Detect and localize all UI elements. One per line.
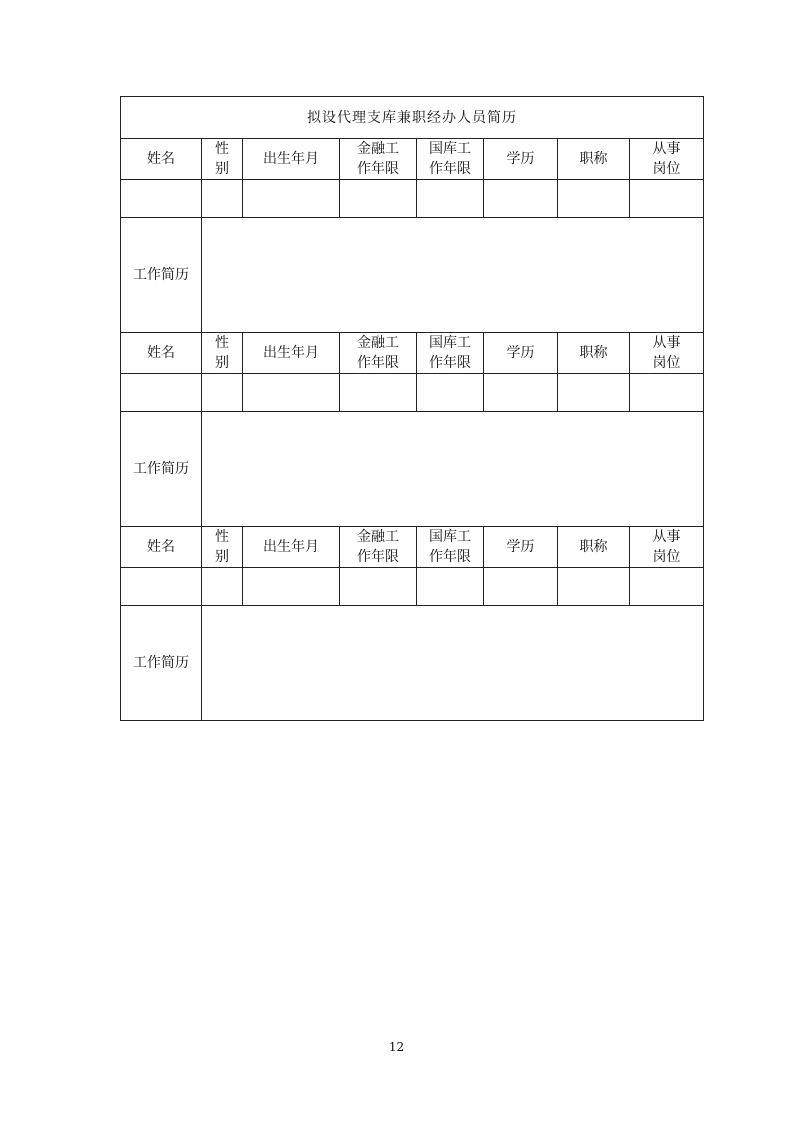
header-name: 姓名 <box>121 333 202 374</box>
resume-content-cell[interactable] <box>202 412 704 527</box>
cell-name[interactable] <box>121 180 202 218</box>
header-education: 学历 <box>484 333 558 374</box>
cell-finance-years[interactable] <box>340 180 417 218</box>
header-birth: 出生年月 <box>243 527 340 568</box>
resume-content-cell[interactable] <box>202 218 704 333</box>
header-treasury-years: 国库工 作年限 <box>417 139 484 180</box>
cell-gender[interactable] <box>202 180 243 218</box>
header-position: 从事 岗位 <box>630 139 704 180</box>
page-number: 12 <box>388 1040 405 1054</box>
cell-treasury-years[interactable] <box>417 374 484 412</box>
cell-education[interactable] <box>484 374 558 412</box>
resume-label: 工作简历 <box>121 218 202 333</box>
form-title: 拟设代理支库兼职经办人员简历 <box>121 97 704 139</box>
header-row <box>121 527 704 568</box>
resume-label: 工作简历 <box>121 412 202 527</box>
resume-content-cell[interactable] <box>202 606 704 721</box>
cell-name[interactable] <box>121 374 202 412</box>
cell-position[interactable] <box>630 374 704 412</box>
header-row <box>121 333 704 374</box>
title-row <box>121 97 704 139</box>
header-name: 姓名 <box>121 139 202 180</box>
header-education: 学历 <box>484 527 558 568</box>
cell-position[interactable] <box>630 180 704 218</box>
cell-birth[interactable] <box>243 374 340 412</box>
resume-row <box>121 412 704 527</box>
blank-entry-row <box>121 180 704 218</box>
header-title: 职称 <box>558 139 630 180</box>
cell-education[interactable] <box>484 180 558 218</box>
blank-entry-row <box>121 374 704 412</box>
header-education: 学历 <box>484 139 558 180</box>
staff-resume-table <box>120 96 704 721</box>
header-birth: 出生年月 <box>243 333 340 374</box>
cell-title[interactable] <box>558 568 630 606</box>
cell-title[interactable] <box>558 374 630 412</box>
header-finance-years: 金融工 作年限 <box>340 333 417 374</box>
header-position: 从事 岗位 <box>630 333 704 374</box>
header-row <box>121 139 704 180</box>
resume-row <box>121 218 704 333</box>
header-gender: 性 别 <box>202 527 243 568</box>
resume-label: 工作简历 <box>121 606 202 721</box>
header-finance-years: 金融工 作年限 <box>340 139 417 180</box>
cell-position[interactable] <box>630 568 704 606</box>
cell-birth[interactable] <box>243 568 340 606</box>
header-treasury-years: 国库工 作年限 <box>417 527 484 568</box>
cell-name[interactable] <box>121 568 202 606</box>
header-position: 从事 岗位 <box>630 527 704 568</box>
header-title: 职称 <box>558 527 630 568</box>
cell-finance-years[interactable] <box>340 568 417 606</box>
cell-title[interactable] <box>558 180 630 218</box>
header-finance-years: 金融工 作年限 <box>340 527 417 568</box>
header-gender: 性 别 <box>202 333 243 374</box>
cell-birth[interactable] <box>243 180 340 218</box>
blank-entry-row <box>121 568 704 606</box>
cell-finance-years[interactable] <box>340 374 417 412</box>
header-birth: 出生年月 <box>243 139 340 180</box>
cell-gender[interactable] <box>202 374 243 412</box>
resume-row <box>121 606 704 721</box>
cell-treasury-years[interactable] <box>417 180 484 218</box>
header-treasury-years: 国库工 作年限 <box>417 333 484 374</box>
cell-treasury-years[interactable] <box>417 568 484 606</box>
cell-education[interactable] <box>484 568 558 606</box>
header-gender: 性 别 <box>202 139 243 180</box>
header-name: 姓名 <box>121 527 202 568</box>
header-title: 职称 <box>558 333 630 374</box>
cell-gender[interactable] <box>202 568 243 606</box>
